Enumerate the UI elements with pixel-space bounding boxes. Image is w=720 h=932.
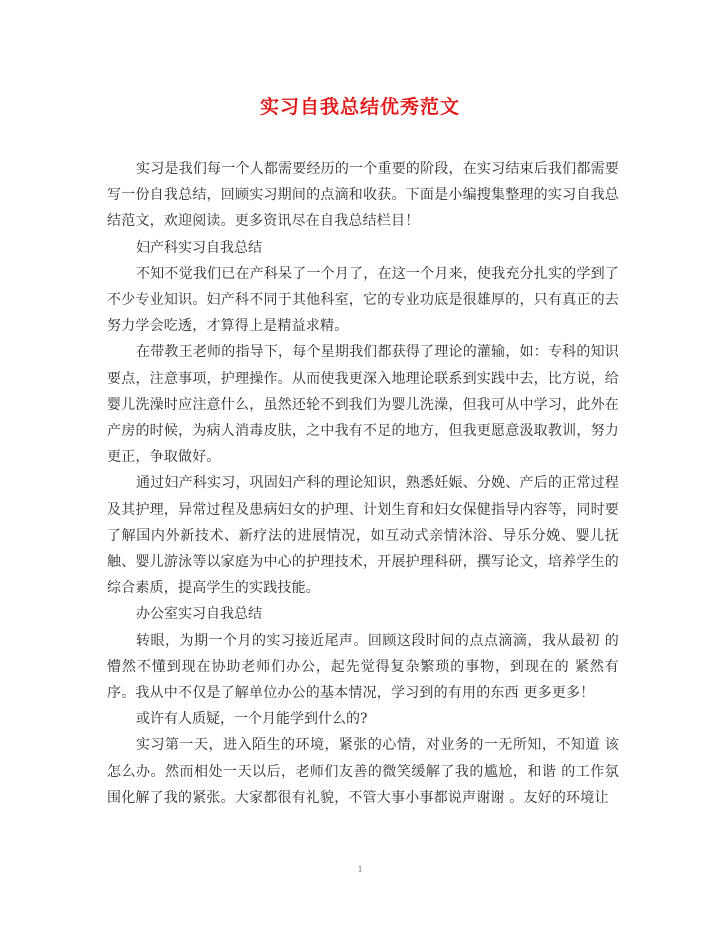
paragraph: 转眼，为期一个月的实习接近尾声。回顾这段时间的点点滴滴，我从最初 的懵然不懂到现在协助老师们办公，起先觉得复杂繁琐的事物，到现在的 紧然有序。我从中不仅是了解单位办公的基本情况，学习到的有用的东西 更多更多！ [107, 632, 619, 702]
paragraph: 在带教王老师的指导下，每个星期我们都获得了理论的灌输，如：专科的知识要点，注意事项，护理操作。从而使我更深入地理论联系到实践中去，比方说，给婴儿洗澡时应注意什么，虽然还轮不到我们为婴儿洗澡，但我可从中学习，此外在产房的时候，为病人消毒皮肤，之中我有不足的地方，但我更愿意汲取教训，努力更正，争取做好。 [107, 344, 619, 466]
paragraph-intro: 实习是我们每一个人都需要经历的一个重要的阶段，在实习结束后我们都需要写一份自我总结，回顾实习期间的点滴和收获。下面是小编搜集整理的实习自我总结范文，欢迎阅读。更多资讯尽在自我总结栏目！ [107, 161, 619, 230]
paragraph: 不知不觉我们已在产科呆了一个月了，在这一个月来，使我充分扎实的学到了不少专业知识。妇产科不同于其他科室，它的专业功底是很雄厚的，只有真正的去努力学会吃透，才算得上是精益求精。 [107, 265, 619, 335]
section-heading-obstetrics: 妇产科实习自我总结 [136, 239, 262, 256]
question-line: 或许有人质疑，一个月能学到什么的? [136, 711, 368, 728]
section-heading-office: 办公室实习自我总结 [136, 606, 262, 623]
page-number: 1 [357, 864, 363, 874]
paragraph: 通过妇产科实习，巩固妇产科的理论知识，熟悉妊娠、分娩、产后的正常过程及其护理，异常过程及患病妇女的护理、计划生育和妇女保健指导内容等，同时要了解国内外新技术、新疗法的进展情况，如互动式亲情沐浴、导乐分娩、婴儿抚触、婴儿游泳等以家庭为中心的护理技术，开展护理科研，撰写论文，培养学生的综合素质，提高学生的实践技能。 [107, 475, 619, 597]
paragraph: 实习第一天，进入陌生的环境，紧张的心情，对业务的一无所知，不知道 该怎么办。然而相处一天以后，老师们友善的微笑缓解了我的尴尬，和谐 的工作氛围化解了我的紧张。大家都很有礼貌，不管大事小事都说声谢谢 。友好的环境让 [107, 737, 619, 806]
document-body [107, 156, 619, 811]
document-title: 实习自我总结优秀范文 [259, 96, 460, 118]
